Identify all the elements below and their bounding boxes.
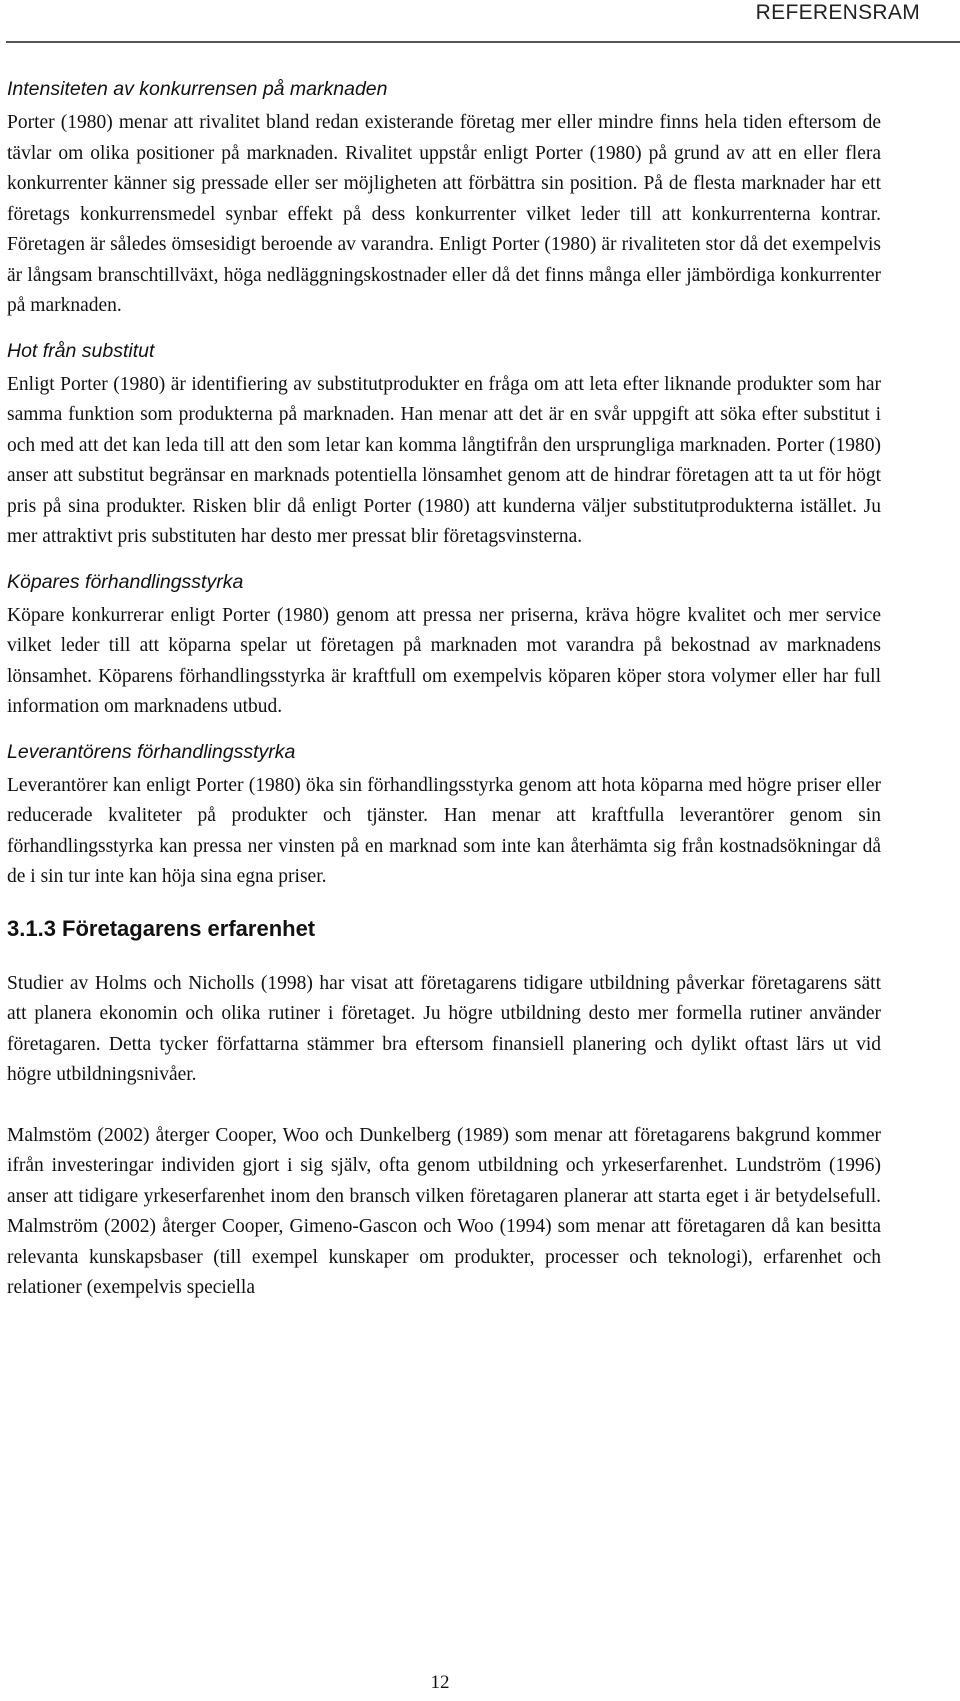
subheading-intensitet: Intensiteten av konkurrensen på marknaden bbox=[7, 78, 388, 100]
paragraph-intensitet: Porter (1980) menar att rivalitet bland redan existerande företag mer eller mindre finns hela tiden eftersom de tävlar om olika positioner på marknaden. Rivalitet uppstår enligt Porter (1980) på grund av att en eller flera konkurrenter känner sig pressade eller ser möjligheten att förbättra sin position. På de flesta marknader har ett företags konkurrensmedel synbar effekt på dess konkurrenter vilket leder till att konkurrenterna kontrar. Företagen är således ömsesidigt beroende av varandra. Enligt Porter (1980) är rivaliteten stor då det exempelvis är långsam branschtillväxt, höga nedläggningskostnader eller då det finns många eller jämbördiga konkurrenter på marknaden. bbox=[7, 112, 881, 316]
paragraph-substitut: Enligt Porter (1980) är identifiering av substitutprodukter en fråga om att leta efter liknande produkter som har samma funktion som produkterna på marknaden. Han menar att det är en svår uppgift att söka efter substitut i och med att det kan leda till att den som letar kan komma långtifrån den ursprungliga marknaden. Porter (1980) anser att substitut begränsar en marknads potentiella lönsamhet genom att de hindrar företagen att ta ut för högt pris på sina produkter. Risken blir då enligt Porter (1980) att kunderna väljer substitutprodukterna istället. Ju mer attraktivt pris substituten har desto mer pressat blir företagsvinsterna. bbox=[7, 373, 881, 547]
subheading-substitut: Hot från substitut bbox=[7, 339, 155, 362]
running-header: REFERENSRAM bbox=[755, 1, 920, 24]
header-rule bbox=[6, 41, 960, 43]
section-title-313: 3.1.3 Företagarens erfarenhet bbox=[7, 915, 316, 941]
page-number: 12 bbox=[430, 1672, 450, 1693]
paragraph-leverantor: Leverantörer kan enligt Porter (1980) öka sin förhandlingsstyrka genom att hota köparna med högre priser eller reducerade kvaliteter på produkter och tjänster. Han menar att kraftfulla leverantörer genom sin förhandlingsstyrka kan pressa ner vinsten på en marknad som inte kan återhämta sig från kostnadsökningar då de i sin tur inte kan höja sina egna priser. bbox=[7, 774, 881, 887]
page-content bbox=[7, 76, 881, 1304]
subheading-kopare: Köpares förhandlingsstyrka bbox=[7, 570, 244, 593]
paragraph-kopare: Köpare konkurrerar enligt Porter (1980) genom att pressa ner priserna, kräva högre kvalitet och mer service vilket leder till att köparna spelar ut företagen på marknaden mot varandra på bekostnad av marknadens lönsamhet. Köparens förhandlingsstyrka är kraftfull om exempelvis köparen köper stora volymer eller har full information om marknadens utbud. bbox=[7, 604, 881, 717]
paragraph-erfarenhet-1: Studier av Holms och Nicholls (1998) har visat att företagarens tidigare utbildning påverkar företagarens sätt att planera ekonomin och olika rutiner i företaget. Ju högre utbildning desto mer formella rutiner använder företagaren. Detta tycker författarna stämmer bra eftersom finansiell planering och dylikt oftast lärs ut vid högre utbildningsnivåer. bbox=[7, 972, 881, 1085]
paragraph-erfarenhet-2: Malmstöm (2002) återger Cooper, Woo och Dunkelberg (1989) som menar att företagarens bakgrund kommer ifrån investeringar individen gjort i sig själv, ofta genom utbildning och yrkeserfarenhet. Lundström (1996) anser att tidigare yrkeserfarenhet inom den bransch vilken företagaren planerar att starta eget i är betydelsefull. Malmström (2002) återger Cooper, Gimeno-Gascon och Woo (1994) som menar att företagaren då kan besitta relevanta kunskapsbaser (till exempel kunskaper om produkter, processer och teknologi), erfarenhet och relationer (exempelvis speciella bbox=[7, 1124, 881, 1298]
subheading-leverantor: Leverantörens förhandlingsstyrka bbox=[7, 740, 296, 763]
